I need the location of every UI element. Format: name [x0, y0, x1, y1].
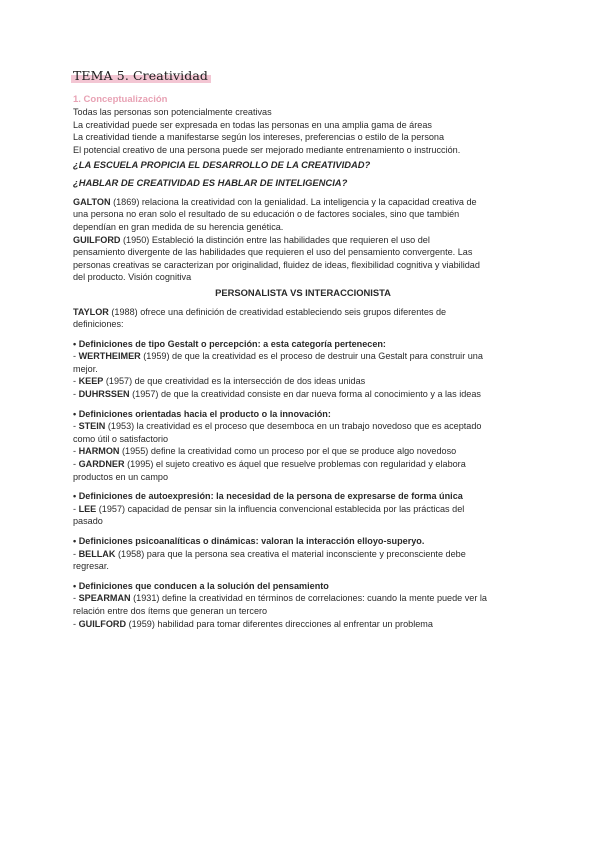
- text-span: (1958) para que la persona sea creativa el material inconsciente y preconsciente debe: [115, 548, 466, 559]
- author-name: GARDNER: [78, 459, 125, 470]
- category-heading: • Definiciones que conducen a la solución del pensamiento: [73, 580, 329, 591]
- list-item: - KEEP (1957) de que creatividad es la intersección de dos ideas unidas: [73, 376, 366, 387]
- author-name: GUILFORD: [73, 234, 121, 245]
- guilford-paragraph: [73, 234, 533, 284]
- text-span: (1869) relaciona la creatividad con la genialidad. La inteligencia y la capacidad creativa de: [110, 196, 477, 207]
- galton-paragraph: [73, 196, 533, 234]
- list-item: - STEIN (1953) la creatividad es el proceso que desemboca en un trabajo novedoso que es aceptado: [73, 421, 482, 432]
- author-name: SPEARMAN: [78, 593, 131, 604]
- author-name: HARMON: [78, 446, 120, 457]
- text-line: del producto. Visión cognitiva: [73, 272, 192, 283]
- category-heading: • Definiciones de autoexpresión: la necesidad de la persona de expresarse de forma única: [73, 491, 463, 502]
- text-line: una persona no eran solo el resultado de su educación o de factores sociales, sino que también: [73, 209, 460, 220]
- author-name: KEEP: [78, 376, 104, 387]
- text-line: definiciones:: [73, 319, 124, 330]
- author-name: GALTON: [73, 196, 111, 207]
- text-line: Todas las personas son potencialmente creativas: [73, 107, 272, 118]
- text-span: (1959) habilidad para tomar diferentes direcciones al enfrentar un problema: [126, 618, 433, 629]
- section-heading: 1. Conceptualización: [73, 93, 168, 105]
- author-name: DUHRSSEN: [78, 389, 130, 400]
- list-item: - BELLAK (1958) para que la persona sea creativa el material inconsciente y preconsciente debe: [73, 548, 466, 559]
- text-line: regresar.: [73, 561, 109, 572]
- list-item: - SPEARMAN (1931) define la creatividad en términos de correlaciones: cuando la mente puede ver la: [73, 593, 487, 604]
- question-heading: ¿LA ESCUELA PROPICIA EL DESARROLLO DE LA CREATIVIDAD?: [73, 158, 371, 170]
- text-line: productos en un campo: [73, 471, 169, 482]
- author-name: STEIN: [78, 421, 106, 432]
- list-item: - LEE (1957) capacidad de pensar sin la influencia convencional establecida por las prácticas del: [73, 503, 465, 514]
- text-span: (1959) de que la creatividad es el proceso de destruir una Gestalt para construir una: [140, 351, 483, 362]
- list-item: - GUILFORD (1959) habilidad para tomar diferentes direcciones al enfrentar un problema: [73, 618, 433, 629]
- author-name: TAYLOR: [73, 306, 109, 317]
- text-line: mejor.: [73, 363, 98, 374]
- list-item: - WERTHEIMER (1959) de que la creatividad es el proceso de destruir una Gestalt para construir una: [73, 351, 483, 362]
- text-span: (1957) de que la creatividad consiste en dar nueva forma al conocimiento y a las ideas: [129, 389, 481, 400]
- question-heading: ¿HABLAR DE CREATIVIDAD ES HABLAR DE INTELIGENCIA?: [73, 177, 348, 189]
- text-line: dependían en gran medida de su herencia genética.: [73, 221, 284, 232]
- author-name: LEE: [78, 503, 97, 514]
- text-span: (1955) define la creatividad como un proceso por el que se produce algo novedoso: [119, 446, 457, 457]
- author-name: BELLAK: [78, 548, 116, 559]
- document-content: [73, 70, 533, 630]
- text-line: El potencial creativo de una persona puede ser mejorado mediante entrenamiento o instrucción.: [73, 144, 461, 155]
- list-item: - HARMON (1955) define la creatividad como un proceso por el que se produce algo novedoso: [73, 446, 457, 457]
- category-heading: • Definiciones de tipo Gestalt o percepción: a esta categoría pertenecen:: [73, 338, 386, 349]
- page-title-wrapper: [73, 70, 208, 84]
- text-line: pasado: [73, 516, 103, 527]
- category-heading: • Definiciones orientadas hacia el producto o la innovación:: [73, 408, 331, 419]
- category-heading: • Definiciones psicoanalíticas o dinámicas: valoran la interacción elloyo-superyo.: [73, 536, 425, 546]
- text-line: La creatividad tiende a manifestarse según los intereses, preferencias o estilo de la persona: [73, 132, 445, 143]
- text-span: (1988) ofrece una definición de creatividad estableciendo seis grupos diferentes de: [108, 306, 447, 317]
- text-line: relación entre dos ítems que generan un tercero: [73, 605, 268, 616]
- text-span: (1953) la creatividad es el proceso que desemboca en un trabajo novedoso que es aceptado: [105, 421, 482, 432]
- author-name: GUILFORD: [78, 618, 127, 629]
- text-line: personas creativas se caracterizan por originalidad, fluidez de ideas, flexibilidad cognitiva y viabilidad: [73, 259, 480, 270]
- page-title: TEMA 5. Creatividad: [73, 68, 208, 83]
- text-span: (1957) capacidad de pensar sin la influencia convencional establecida por las prácticas del: [96, 503, 465, 514]
- text-line: La creatividad puede ser expresada en todas las personas en una amplia gama de áreas: [73, 119, 432, 130]
- list-item: - DUHRSSEN (1957) de que la creatividad consiste en dar nueva forma al conocimiento y a las ideas: [73, 389, 481, 400]
- subheading: PERSONALISTA VS INTERACCIONISTA: [215, 286, 391, 298]
- list-item: - GARDNER (1995) el sujeto creativo es áquel que resuelve problemas con regularidad y elabora: [73, 459, 466, 470]
- text-line: como útil o satisfactorio: [73, 433, 169, 444]
- text-line: pensamiento divergente de las habilidades que requieren el uso del pensamiento convergente. Las: [73, 247, 473, 258]
- text-span: (1931) define la creatividad en términos de correlaciones: cuando la mente puede ver la: [130, 593, 487, 604]
- text-span: (1957) de que creatividad es la intersección de dos ideas unidas: [103, 376, 366, 387]
- text-span: (1995) el sujeto creativo es áquel que resuelve problemas con regularidad y elabora: [124, 459, 466, 470]
- taylor-paragraph: [73, 306, 533, 331]
- text-span: (1950) Estableció la distinción entre las habilidades que requieren el uso del: [120, 234, 430, 245]
- author-name: WERTHEIMER: [78, 351, 141, 362]
